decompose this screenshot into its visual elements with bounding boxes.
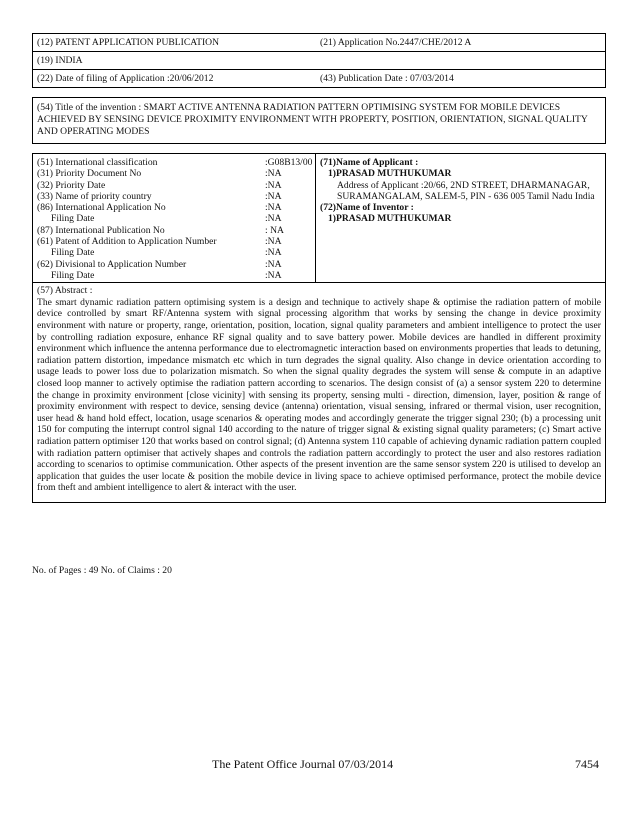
classification-table xyxy=(33,154,316,282)
publication-sheet xyxy=(32,33,606,503)
classification-label: Filing Date xyxy=(51,269,95,281)
classification-value: :NA xyxy=(265,236,282,248)
details-columns xyxy=(33,154,605,282)
publication-type: (12) PATENT APPLICATION PUBLICATION xyxy=(37,37,220,48)
journal-footer: The Patent Office Journal 07/03/2014 xyxy=(212,757,394,771)
classification-row xyxy=(37,225,315,236)
classification-value: :NA xyxy=(265,168,282,180)
header-row-3 xyxy=(33,70,605,87)
pages-and-claims: No. of Pages : 49 No. of Claims : 20 xyxy=(32,565,172,576)
details-box xyxy=(32,153,606,503)
classification-value: :NA xyxy=(265,269,282,281)
abstract-text: The smart dynamic radiation pattern optimising system is a design and technique to actively shape & optimise the radiation pattern of mobile device controlled by smart RF/Antenna system with signal processing algorithm that works by sensing the change in device proximity environment with nature or property, range, orientation, position, location, signal quality parameters and ambient intelligence to protect the user by controlling radiation exposure, enhance RF signal quality and to save battery power. Mobile devices are handled in different proximity environment which influence the antenna performance due to electromagnetic interaction based on environments properties that leads to detuning, radiation pattern distortion, impedance mismatch etc which in turn degrades the signal quality. Also change in device orientation according to usage leads to power loss due to polarization mismatch. So when the signal quality degrades the system will sense & compute in an adaptive closed loop manner to actively optimise the radiation pattern according to scenarios. The design consist of (a) a sensor system 220 to determine the change in proximity environment [close vicinity] with sensing its property, sensing multi - direction, dimension, layer, position & range of proximity environment with respect to device, sensing device (antenna) orientation, visual sensing, infrared or thermal vision, user recognition, user head & hand hold effect, location, usage scenarios & operating modes and accordingly generate the trigger signal 230; (b) a processing unit 150 for computing the interrupt control signal 140 according to the nature of trigger signal & existing signal quality parameters; (c) Smart active radiation pattern optimiser 120 that works based on control signal; (d) Antenna system 110 capable of achieving dynamic radiation pattern coupled with radiation pattern optimiser that actively shapes and controls the radiation pattern accordingly to protect the user and also restores radiation according to scenarios to optimise communication. Other aspects of the present invention are the same sensor system 220 is utilised to develop an application that guides the user locate & position the mobile device in living space to achieve optimised performance, protect the mobile device from theft and ambient intelligence to alert & interact with the user. xyxy=(37,296,601,494)
classification-value: :NA xyxy=(265,179,282,191)
classification-value: :NA xyxy=(265,247,282,259)
publication-date: (43) Publication Date : 07/03/2014 xyxy=(320,73,454,84)
classification-label: (31) Priority Document No xyxy=(37,168,142,180)
applicant-address-text: Address of Applicant :20/66, 2ND STREET, DHARMANAGAR, SURAMANGALAM, SALEM-5, PIN - 636 005 Tamil Nadu India xyxy=(337,179,595,202)
classification-value: : NA xyxy=(265,224,284,236)
applicant-heading: (71)Name of Applicant : xyxy=(320,157,419,168)
page-number: 7454 xyxy=(575,757,599,771)
classification-row xyxy=(37,213,315,224)
applicant-inventor-panel xyxy=(316,154,605,282)
classification-row xyxy=(37,191,315,202)
classification-label: (87) International Publication No xyxy=(37,224,165,236)
classification-row xyxy=(37,157,315,168)
inventor-heading: (72)Name of Inventor : xyxy=(320,202,414,214)
classification-value: :NA xyxy=(265,202,282,214)
classification-label: (62) Divisional to Application Number xyxy=(37,258,187,270)
classification-label: (51) International classification xyxy=(37,157,158,168)
country: (19) INDIA xyxy=(37,55,83,66)
classification-row xyxy=(37,259,315,270)
classification-label: Filing Date xyxy=(51,247,95,259)
classification-row xyxy=(37,202,315,213)
classification-label: Filing Date xyxy=(51,213,95,225)
classification-row xyxy=(37,236,315,247)
classification-value: :NA xyxy=(265,258,282,270)
classification-value: :NA xyxy=(265,190,282,202)
header-box xyxy=(32,33,606,88)
classification-row xyxy=(37,168,315,179)
filing-date: (22) Date of filing of Application :20/06/2012 xyxy=(37,73,214,84)
classification-label: (61) Patent of Addition to Application Number xyxy=(37,236,217,248)
classification-value: :G08B13/00 xyxy=(265,157,313,168)
classification-label: (32) Priority Date xyxy=(37,179,106,191)
abstract-section xyxy=(33,282,605,502)
classification-label: (86) International Application No xyxy=(37,202,166,214)
inventor-name: 1)PRASAD MUTHUKUMAR xyxy=(328,213,452,225)
classification-row xyxy=(37,247,315,258)
header-row-2 xyxy=(33,52,605,70)
classification-row xyxy=(37,270,315,281)
applicant-name: 1)PRASAD MUTHUKUMAR xyxy=(328,168,452,180)
header-row-1 xyxy=(33,34,605,52)
classification-row xyxy=(37,180,315,191)
application-number: (21) Application No.2447/CHE/2012 A xyxy=(320,37,472,48)
abstract-heading: (57) Abstract : xyxy=(37,285,93,297)
invention-title: (54) Title of the invention : SMART ACTIVE ANTENNA RADIATION PATTERN OPTIMISING SYSTEM FOR MOBILE DEVICES ACHIEVED BY SENSING DEVICE PROXIMITY ENVIRONMENT WITH PROPERTY, POSITION, ORIENTATION, SIGNAL QUALITY AND OPERATING MODES xyxy=(32,97,606,144)
applicant-address xyxy=(320,180,603,203)
classification-value: :NA xyxy=(265,213,282,225)
classification-label: (33) Name of priority country xyxy=(37,190,152,202)
